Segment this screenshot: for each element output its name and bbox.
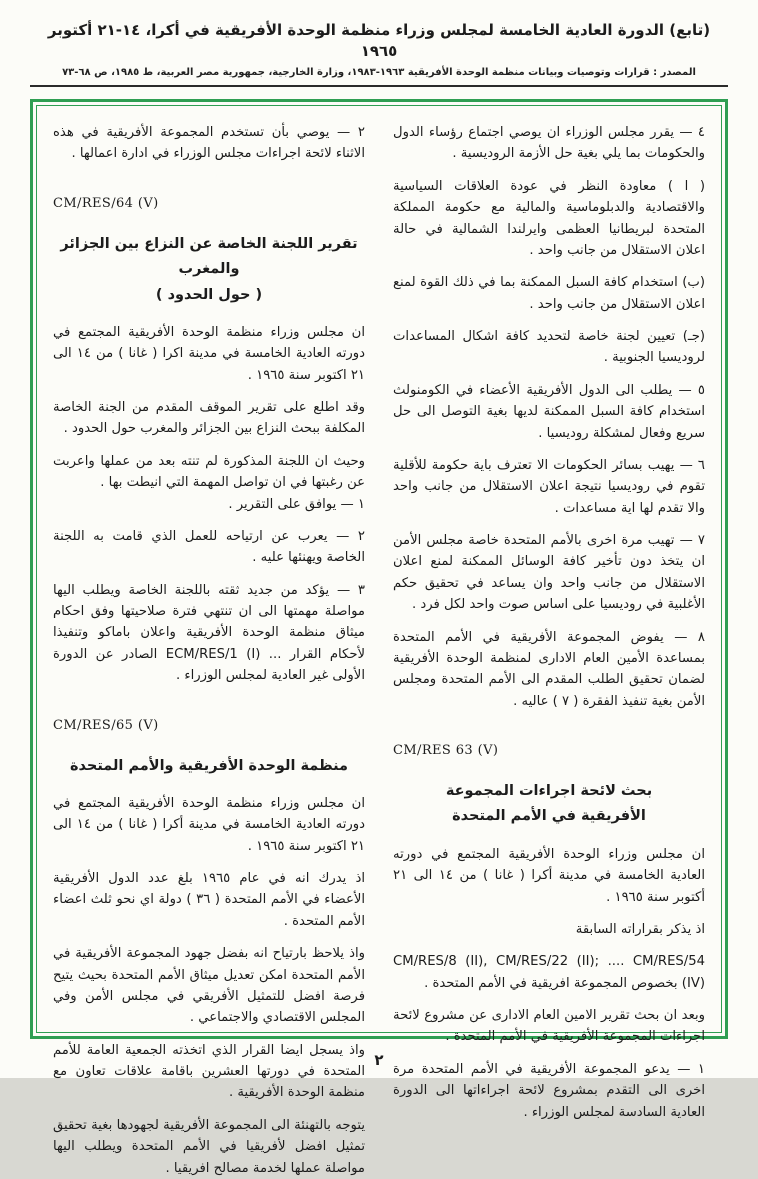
paragraph: ان مجلس وزراء الوحدة الأفريقية المجتمع في دورته العادية الخامسة في مدينة أكرا ( غانا ) من ١٤ الى ٢١ أكتوبر سنة ١٩٦٥ . <box>393 846 705 905</box>
paragraph: ٥ — يطلب الى الدول الأفريقية الأعضاء في الكومنولث استخدام كافة السبل الممكنة لديها بغية التوصل الى حل سريع وفعال لمشكلة روديسيا . <box>393 382 705 441</box>
paragraph: واذ يلاحظ بارتياح انه بفضل جهود المجموعة الأفريقية في الأمم المتحدة امكن تعديل ميثاق الأمم المتحدة بحيث يتيح فرصة افضل للتمثيل الأفريقي في مجلس الأمن وفي المجلس الاقتصادي والاجتماعي . <box>53 946 365 1026</box>
section-heading: تقرير اللجنة الخاصة عن النزاع بين الجزائر والمغرب ( حول الحدود ) <box>60 235 358 303</box>
paragraph: ٤ — يقرر مجلس الوزراء ان يوصي اجتماع رؤساء الدول والحكومات بما يلي بغية حل الأزمة الروديسية . <box>393 125 705 162</box>
paragraph: ١ — يدعو المجموعة الأفريقية في الأمم المتحدة مرة اخرى الى التقدم بمشروع لائحة اجراءاتها الى الدورة العادية السادسة لمجلس الوزراء . <box>393 1061 705 1120</box>
page-number: ٢ <box>374 1051 384 1069</box>
section-heading: منظمة الوحدة الأفريقية والأمم المتحدة <box>69 757 349 774</box>
paragraph: واذ يسجل ايضا القرار الذي اتخذته الجمعية العامة للأمم المتحدة في دورتها العشرين باقامة علاقات تعاون مع منظمة الوحدة الأفريقية . <box>53 1042 365 1101</box>
paragraph: ان مجلس وزراء منظمة الوحدة الأفريقية المجتمع في دورته العادية الخامسة في مدينة اكرا ( غانا ) من ١٤ الى ٢١ اكتوبر سنة ١٩٦٥ . <box>53 324 365 383</box>
green-frame-inner <box>36 105 722 1176</box>
section-heading: بحث لائحة اجراءات المجموعة الأفريقية في الأمم المتحدة <box>445 783 653 825</box>
paragraph: (ب) استخدام كافة السبل الممكنة بما في ذلك القوة لمنع اعلان الاستقلال من جانب واحد . <box>393 275 705 312</box>
paragraph: ٨ — يفوض المجموعة الأفريقية في الأمم المتحدة بمساعدة الأمين العام الادارى لمنظمة الوحدة الأفريقية لضمان تحقيق الطلب المقدم الى الأمم المتحدة ومجلس الأمن بغية تنفيذ الفقرة ( ٧ ) عاليه . <box>393 629 705 709</box>
paragraph: وقد اطلع على تقرير الموقف المقدم من الجنة الخاصة المكلفة ببحث النزاع بين الجزائر والمغرب حول الحدود . <box>53 400 365 437</box>
paragraph: CM/RES/8 (II), CM/RES/22 (II); .... CM/RES/54 (IV) بخصوص المجموعة افريقية في الأمم المتحدة . <box>393 954 705 991</box>
header-title: (تابع) الدورة العادية الخامسة لمجلس وزراء منظمة الوحدة الأفريقية في أكرا، ١٤-٢١ أكتوبر ١٩٦٥ <box>47 21 711 60</box>
header-rule <box>30 85 728 87</box>
paragraph: اذ يدرك انه في عام ١٩٦٥ بلغ عدد الدول الأفريقية الأعضاء في الأمم المتحدة ( ٣٦ ) دولة اي نحو ثلث اعضاء الأمم المتحدة . <box>53 871 366 929</box>
resolution-ref: CM/RES/65 (V) <box>53 717 159 733</box>
column-left <box>53 122 366 1176</box>
resolution-ref: CM/RES 63 (V) <box>393 743 499 758</box>
paragraph: يتوجه بالتهنئة الى المجموعة الأفريقية لجهودها بغية تحقيق تمثيل افضل لأفريقيا في الأمم المتحدة ويطلب اليها مواصلة عملها لخدمة مصالح افريقيا . <box>53 1117 365 1176</box>
header-source: المصدر : قرارات وتوصيات وبيانات منظمة الوحدة الأفريقية ١٩٦٣-١٩٨٣، وزارة الخارجية، جمهورية مصر العربية، ط ١٩٨٥، ص ٦٨-٧٣ <box>62 67 696 78</box>
paragraph: وبعد ان بحث تقرير الامين العام الادارى عن مشروع لائحة اجراءات المجموعة الأفريقية في الأمم المتحدة . <box>393 1008 705 1045</box>
paragraph: اذ يذكر بقراراته السابقة <box>575 921 705 937</box>
paragraph: ٢ — يعرب عن ارتياحه للعمل الذي قامت به اللجنة الخاصة ويهنئها عليه . <box>53 528 365 566</box>
paragraph: وحيث ان اللجنة المذكورة لم تنته بعد من عملها واعربت عن رغبتها في ان تواصل المهمة التي انيطت بها . ١ — يوافق على التقرير . <box>53 453 365 512</box>
paragraph: ٦ — يهيب بسائر الحكومات الا تعترف باية حكومة للأقلية تقوم في روديسيا نتيجة اعلان الاستقلال من جانب واحد والا تقدم لها اية مساعدات . <box>393 457 705 516</box>
paragraph: ( ا ) معاودة النظر في عودة العلاقات السياسية والاقتصادية والدبلوماسية والمالية مع حكومة المملكة المتحدة لبريطانيا العظمى وايرلندا الشمالية في حالة اعلان الاستقلال من جانب واحد . <box>393 178 705 258</box>
paragraph: ٧ — تهيب مرة اخرى بالأمم المتحدة خاصة مجلس الأمن ان يتخذ دون تأخير كافة الوسائل الممكنة لمنع اعلان الاستقلال من جانب واحد وان يساعد في تحقيق حكم الأغلبية في روديسيا على اساس صوت واحد لكل فرد . <box>393 533 705 613</box>
page-header <box>30 20 728 87</box>
green-frame <box>30 99 728 1176</box>
text-columns <box>53 122 705 1176</box>
column-right <box>393 122 705 1120</box>
paragraph: (جـ) تعيين لجنة خاصة لتحديد كافة اشكال المساعدات لروديسيا الجنوبية . <box>393 329 705 366</box>
paragraph: ٢ — يوصي بأن تستخدم المجموعة الأفريقية في هذه الاثناء لائحة اجراءات مجلس الوزراء في ادارة اعمالها . <box>53 125 365 162</box>
resolution-ref: CM/RES/64 (V) <box>53 195 159 211</box>
paragraph: ان مجلس وزراء منظمة الوحدة الأفريقية المجتمع في دورته العادية الخامسة في مدينة أكرا ( غانا ) من ١٤ الى ٢١ اكتوبر سنة ١٩٦٥ . <box>53 795 365 854</box>
paragraph: ٣ — يؤكد من جديد ثقته باللجنة الخاصة ويطلب اليها مواصلة مهمتها الى ان تنتهي فترة صلاحيتها وفق احكام ميثاق منظمة الوحدة الأفريقية واعلان باماكو وتنفيذا لأحكام القرار ... ECM/RES/1 (I) الصادر عن الدورة الأولى غير العادية لمجلس الوزراء . <box>53 582 365 684</box>
